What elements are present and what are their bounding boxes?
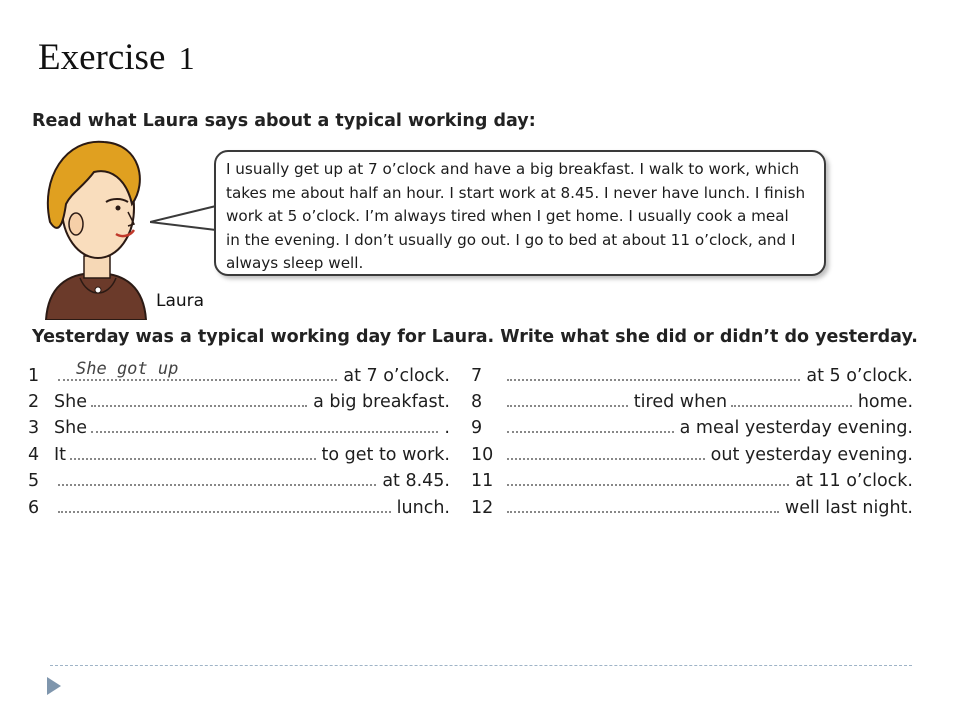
exercise-item	[471, 414, 913, 438]
exercise-prefix: She	[54, 418, 87, 438]
exercise-middle: tired when	[633, 392, 728, 412]
exercise-item	[471, 388, 913, 412]
laura-illustration	[36, 138, 156, 320]
exercise-number: 5	[28, 471, 40, 491]
exercise-suffix: home.	[857, 392, 914, 412]
slide-title-word: Exercise	[38, 37, 166, 78]
exercise-suffix: lunch.	[396, 498, 450, 518]
exercise-suffix: at 7 o’clock.	[343, 366, 450, 386]
speech-bubble-tail	[150, 200, 220, 240]
answer-blank[interactable]	[507, 483, 789, 486]
exercise-item	[471, 362, 913, 386]
footer-divider	[50, 665, 912, 666]
example-answer: She got up	[76, 359, 179, 379]
exercise-number: 4	[28, 445, 40, 465]
person-name-label: Laura	[156, 291, 205, 311]
exercise-number: 10	[471, 445, 494, 465]
answer-blank[interactable]	[731, 404, 852, 407]
write-instruction: Yesterday was a typical working day for Laura. Write what she did or didn’t do yesterday.	[32, 327, 918, 347]
exercise-item	[28, 414, 450, 438]
exercise-item	[471, 467, 913, 491]
read-instruction: Read what Laura says about a typical working day:	[32, 111, 536, 131]
exercise-number: 7	[471, 366, 483, 386]
speech-line: in the evening. I don’t usually go out. I go to bed at about 11 o’clock, and I	[226, 230, 796, 249]
exercise-number: 9	[471, 418, 483, 438]
exercise-suffix: well last night.	[784, 498, 913, 518]
speech-line: I usually get up at 7 o’clock and have a big breakfast. I walk to work, which	[226, 160, 800, 178]
exercise-suffix: .	[444, 418, 450, 438]
exercise-number: 11	[471, 471, 494, 491]
answer-blank[interactable]	[58, 483, 376, 486]
answer-blank[interactable]	[507, 457, 705, 460]
exercise-item	[28, 388, 450, 412]
answer-blank[interactable]	[91, 430, 438, 433]
exercise-item	[28, 494, 450, 518]
exercise-item	[28, 441, 450, 465]
answer-blank[interactable]	[507, 430, 674, 433]
exercise-prefix: She	[54, 392, 87, 412]
exercise-number: 8	[471, 392, 483, 412]
answer-blank[interactable]	[507, 378, 800, 381]
triangle-right-icon[interactable]	[44, 675, 64, 697]
exercise-suffix: at 5 o’clock.	[806, 366, 913, 386]
exercise-item	[28, 359, 450, 386]
exercise-suffix: to get to work.	[321, 445, 450, 465]
exercise-suffix: at 8.45.	[382, 471, 450, 491]
exercise-suffix: at 11 o’clock.	[795, 471, 913, 491]
answer-blank[interactable]	[507, 510, 779, 513]
exercise-suffix: a meal yesterday evening.	[679, 418, 913, 438]
exercise-suffix: a big breakfast.	[313, 392, 450, 412]
answer-blank[interactable]	[91, 404, 307, 407]
speech-line: work at 5 o’clock. I’m always tired when I get home. I usually cook a meal	[226, 207, 789, 225]
exercise-number: 6	[28, 498, 40, 518]
exercise-number: 12	[471, 498, 494, 518]
exercise-grid	[28, 359, 918, 522]
slide-title-number: 1	[178, 40, 195, 76]
exercise-suffix: out yesterday evening.	[710, 445, 913, 465]
exercise-item	[28, 467, 450, 491]
answer-blank[interactable]	[70, 457, 315, 460]
answer-blank[interactable]	[507, 404, 628, 407]
exercise-prefix: It	[54, 445, 67, 465]
exercise-number: 3	[28, 418, 40, 438]
speech-line: takes me about half an hour. I start work at 8.45. I never have lunch. I finish	[226, 183, 806, 202]
exercise-item	[471, 441, 913, 465]
exercise-item	[471, 494, 913, 518]
answer-blank[interactable]	[58, 510, 391, 513]
exercise-number: 1	[28, 366, 40, 386]
speech-bubble	[214, 150, 826, 276]
exercise-number: 2	[28, 392, 40, 412]
slide-title	[38, 36, 195, 79]
speech-line: always sleep well.	[226, 254, 364, 272]
